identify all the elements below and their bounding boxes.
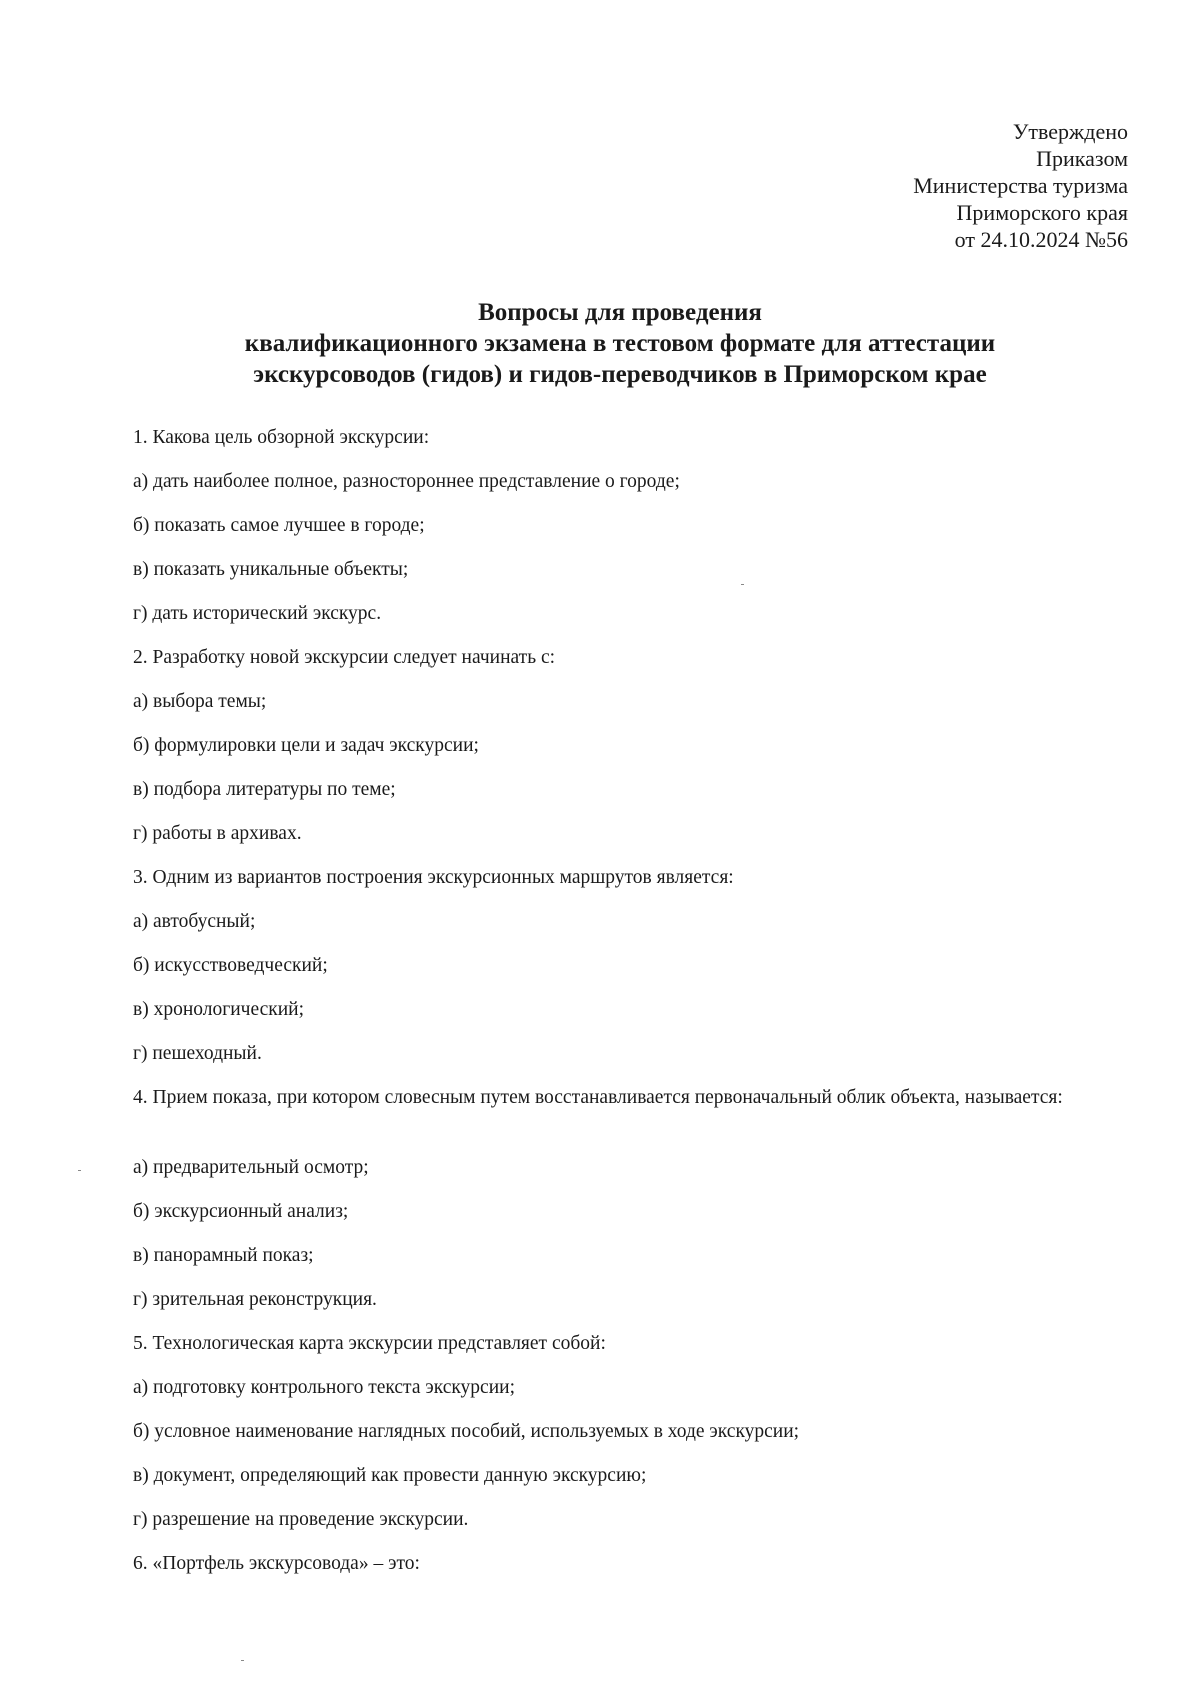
scan-speck: [78, 1170, 81, 1171]
approval-stamp-block: [913, 118, 1128, 253]
question-text: 2. Разработку новой экскурсии следует начинать с:: [133, 647, 556, 668]
scan-speck: [741, 584, 744, 585]
answer-option: г) разрешение на проведение экскурсии.: [133, 1509, 469, 1530]
approval-line: Приморского края: [956, 200, 1128, 225]
answer-option: в) панорамный показ;: [133, 1245, 314, 1266]
answer-option: а) предварительный осмотр;: [133, 1157, 369, 1178]
approval-line: Приказом: [1036, 146, 1128, 171]
answer-option: б) экскурсионный анализ;: [133, 1201, 349, 1222]
approval-date-line: от 24.10.2024 №56: [954, 227, 1128, 252]
title-line: квалификационного экзамена в тестовом формате для аттестации: [244, 330, 996, 357]
question-text: 1. Какова цель обзорной экскурсии:: [133, 427, 430, 448]
answer-option: г) зрительная реконструкция.: [133, 1289, 377, 1310]
answer-option: в) документ, определяющий как провести данную экскурсию;: [133, 1465, 647, 1486]
answer-option: г) дать исторический экскурс.: [133, 603, 382, 624]
question-text: 4. Прием показа, при котором словесным путем восстанавливается первоначальный облик объекта, называется:: [133, 1087, 1063, 1108]
approval-line: Министерства туризма: [913, 173, 1128, 198]
approval-line: Утверждено: [1012, 119, 1128, 144]
answer-option: б) искусствоведческий;: [133, 955, 328, 976]
answer-option: г) пешеходный.: [133, 1043, 262, 1064]
question-text: 3. Одним из вариантов построения экскурсионных маршрутов является:: [133, 867, 734, 888]
question-text: 6. «Портфель экскурсовода» – это:: [133, 1553, 420, 1574]
answer-option: а) автобусный;: [133, 911, 256, 932]
answer-option: г) работы в архивах.: [133, 823, 302, 844]
question-text: 5. Технологическая карта экскурсии представляет собой:: [133, 1333, 606, 1354]
answer-option: а) подготовку контрольного текста экскурсии;: [133, 1377, 516, 1398]
answer-option: б) показать самое лучшее в городе;: [133, 515, 425, 536]
answer-option: в) показать уникальные объекты;: [133, 559, 409, 580]
answer-option: б) условное наименование наглядных пособий, используемых в ходе экскурсии;: [133, 1421, 800, 1442]
answer-option: а) дать наиболее полное, разностороннее представление о городе;: [133, 471, 680, 492]
title-line: экскурсоводов (гидов) и гидов-переводчиков в Приморском крае: [253, 361, 987, 388]
scan-speck: [241, 1660, 244, 1661]
answer-option: в) хронологический;: [133, 999, 305, 1020]
answer-option: а) выбора темы;: [133, 691, 267, 712]
answer-option: в) подбора литературы по теме;: [133, 779, 396, 800]
answer-option: б) формулировки цели и задач экскурсии;: [133, 735, 479, 756]
document-title: [120, 297, 1120, 390]
title-line: Вопросы для проведения: [478, 299, 762, 326]
